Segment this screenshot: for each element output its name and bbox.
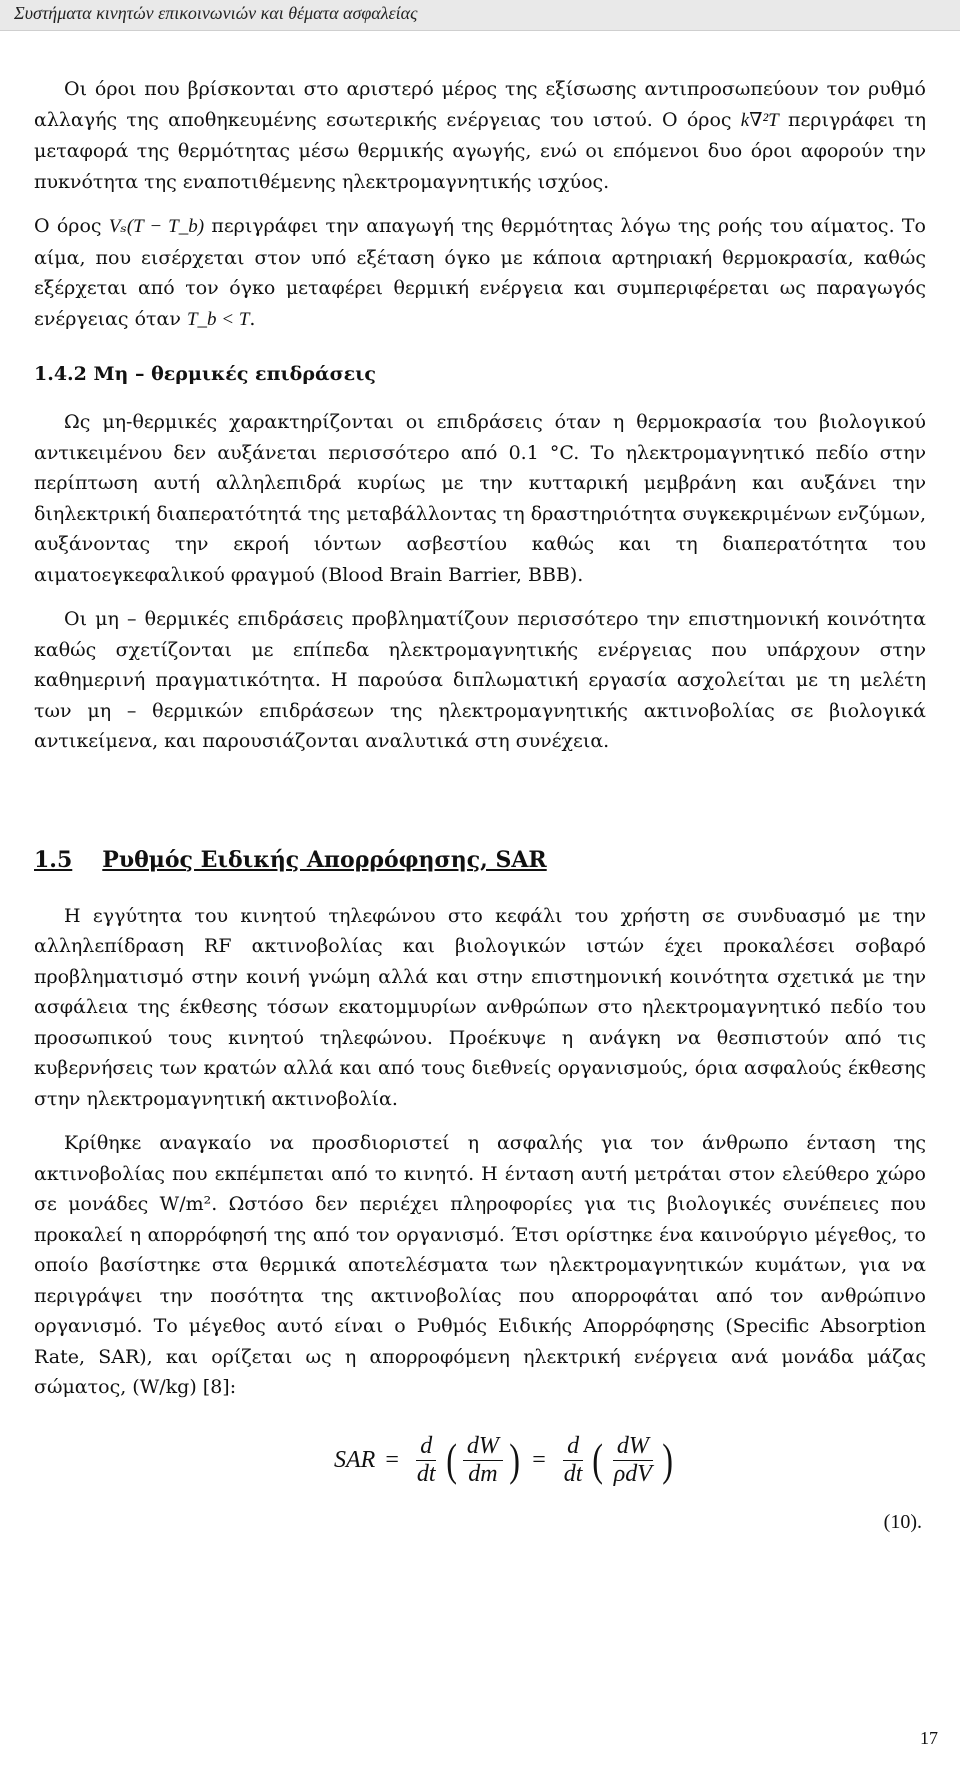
section-heading-1-4-2: 1.4.2 Μη – θερμικές επιδράσεις [34,363,376,385]
equation-sar [34,1423,926,1543]
fraction-numerator: dW [613,1433,653,1461]
running-header [0,0,960,31]
fraction-d-dt [560,1433,587,1488]
paragraph-non-thermal-definition: Ως μη-θερμικές χαρακτηρίζονται οι επιδράσεις όταν η θερμοκρασία του βιολογικού αντικειμένου δεν αυξάνεται περισσότερο από 0.1 °C. Το ηλεκτρομαγνητικό πεδίο στην περίπτωση αυτή αλληλεπιδρά κυρίως με την κυτταρική μεμβράνη και αυξάνει την διηλεκτρική διαπερατότητά της μεταβάλλοντας τη δραστηριότητα συγκεκριμένων ενζύμων, αυξάνοντας την εκροή ιόντων ασβεστίου καθώς και τη διαπερατότητα του αιματοεγκεφαλικού φραγμού (Blood Brain Barrier, BBB). [34,411,926,586]
fraction-denominator: ρdV [613,1460,652,1487]
fraction-dw-dm [463,1433,503,1488]
paragraph-blood-flow [34,211,926,335]
equation-number: (10). [883,1510,922,1533]
paragraph-text: Ο όρος [34,215,109,237]
running-header-title: Συστήματα κινητών επικοινωνιών και θέματα ασφαλείας [14,3,418,23]
section-title: Ρυθμός Ειδικής Απορρόφησης, SAR [102,846,547,873]
math-condition: T_b < T [186,308,250,330]
paren-open: ( [592,1434,604,1485]
equation-expression [334,1433,675,1488]
equation-equals: = [385,1446,399,1473]
section-number: 1.5 [34,846,73,873]
paragraph-sar-definition: Κρίθηκε αναγκαίο να προσδιοριστεί η ασφαλής για τον άνθρωπο ένταση της ακτινοβολίας που εκπέμπεται από το κινητό. Η ένταση αυτή μετράται στον ελεύθερο χώρο σε μονάδες W/m². Ωστόσο δεν περιέχει πληροφορίες για τις βιολογικές συνέπειες που προκαλεί η απορρόφησή της από τον οργανισμό. Έτσι ορίστηκε ένα καινούργιο μέγεθος, το οποίο βασίστηκε στα θερμικά αποτελέσματα των ηλεκτρομαγνητικών κυμάτων, για να περιγράψει την ποσότητα της ακτινοβολίας που απορροφάται από τον ανθρώπινο οργανισμό. Το μέγεθος αυτό είναι ο Ρυθμός Ειδικής Απορρόφησης (Specific Absorption Rate, SAR), και ορίζεται ως η απορροφόμενη ηλεκτρική ενέργεια ανά μονάδα μάζας σώματος, (W/kg) [8]: [34,1132,926,1398]
math-conduction-term: k∇²T [740,109,779,131]
section-heading-1-5 [34,847,926,873]
math-perfusion-term: Vₛ(T − T_b) [108,216,205,237]
equation-lhs: SAR [334,1446,376,1473]
page-number: 17 [920,1728,938,1748]
paragraph-text: Οι όροι που βρίσκονται στο αριστερό μέρος της εξίσωσης αντιπροσωπεύουν τον ρυθμό αλλαγής της αποθηκευμένης εσωτερικής ενέργειας του ιστού. Ο όρος [34,78,926,131]
paragraph-text: . [249,307,256,330]
fraction-numerator: d [416,1433,436,1461]
paragraph-non-thermal-concern: Οι μη – θερμικές επιδράσεις προβληματίζουν περισσότερο την επιστημονική κοινότητα καθώς σχετίζονται με επίπεδα ηλεκτρομαγνητικής ενέργειας που υπάρχουν στην καθημερινή πραγματικότητα. Η παρούσα διπλωματική εργασία ασχολείται με τη μελέτη των μη – θερμικών επιδράσεων της ηλεκτρομαγνητικής ακτινοβολίας σε βιολογικά αντικείμενα, και παρουσιάζονται αναλυτικά στη συνέχεια. [34,608,926,752]
fraction-denominator: dt [416,1460,436,1487]
fraction-numerator: dW [463,1433,503,1461]
fraction-numerator: d [563,1433,583,1461]
page-body [34,74,926,1543]
paragraph-heat-terms [34,74,926,197]
fraction-denominator: dt [563,1460,583,1487]
fraction-dw-rhodv [610,1433,656,1488]
paren-open: ( [445,1434,457,1485]
paragraph-text: περιγράφει την απαγωγή της θερμότητας λόγω της ροής του αίματος. Το αίμα, που εισέρχεται στον υπό εξέταση όγκο με κάποια αρτηριακή θερμοκρασία, καθώς εξέρχεται από τον όγκο μεταφέρει θερμική ενέργεια και συμπεριφέρεται ως παραγωγός ενέργειας όταν [34,215,926,330]
paragraph-text: περιγράφει τη μεταφορά της θερμότητας μέσω θερμικής αγωγής, ενώ οι επόμενοι δυο όροι αφορούν την πυκνότητα της εναποτιθέμενης ηλεκτρομαγνητικής ισχύος. [34,108,926,193]
equation-equals: = [532,1446,546,1473]
paren-close: ) [509,1434,520,1485]
fraction-d-dt [413,1433,440,1488]
paragraph-sar-background: Η εγγύτητα του κινητού τηλεφώνου στο κεφάλι του χρήστη σε συνδυασμό με την αλληλεπίδραση RF ακτινοβολίας και βιολογικών ιστών έχει προκαλέσει σοβαρό προβληματισμό στην κοινή γνώμη αλλά και στην επιστημονική κοινότητα σχετικά με την ασφάλεια της έκθεσης τόσων εκατομμυρίων ανθρώπων στο ηλεκτρομαγνητικό πεδίο του προσωπικού τους κινητού τηλεφώνου. Προέκυψε η ανάγκη να θεσπιστούν από τις κυβερνήσεις των κρατών αλλά και από τους διεθνείς οργανισμούς, όρια ασφαλούς έκθεσης στην ηλεκτρομαγνητική ακτινοβολία. [34,904,926,1110]
paren-close: ) [662,1434,673,1485]
fraction-denominator: dm [468,1460,498,1487]
